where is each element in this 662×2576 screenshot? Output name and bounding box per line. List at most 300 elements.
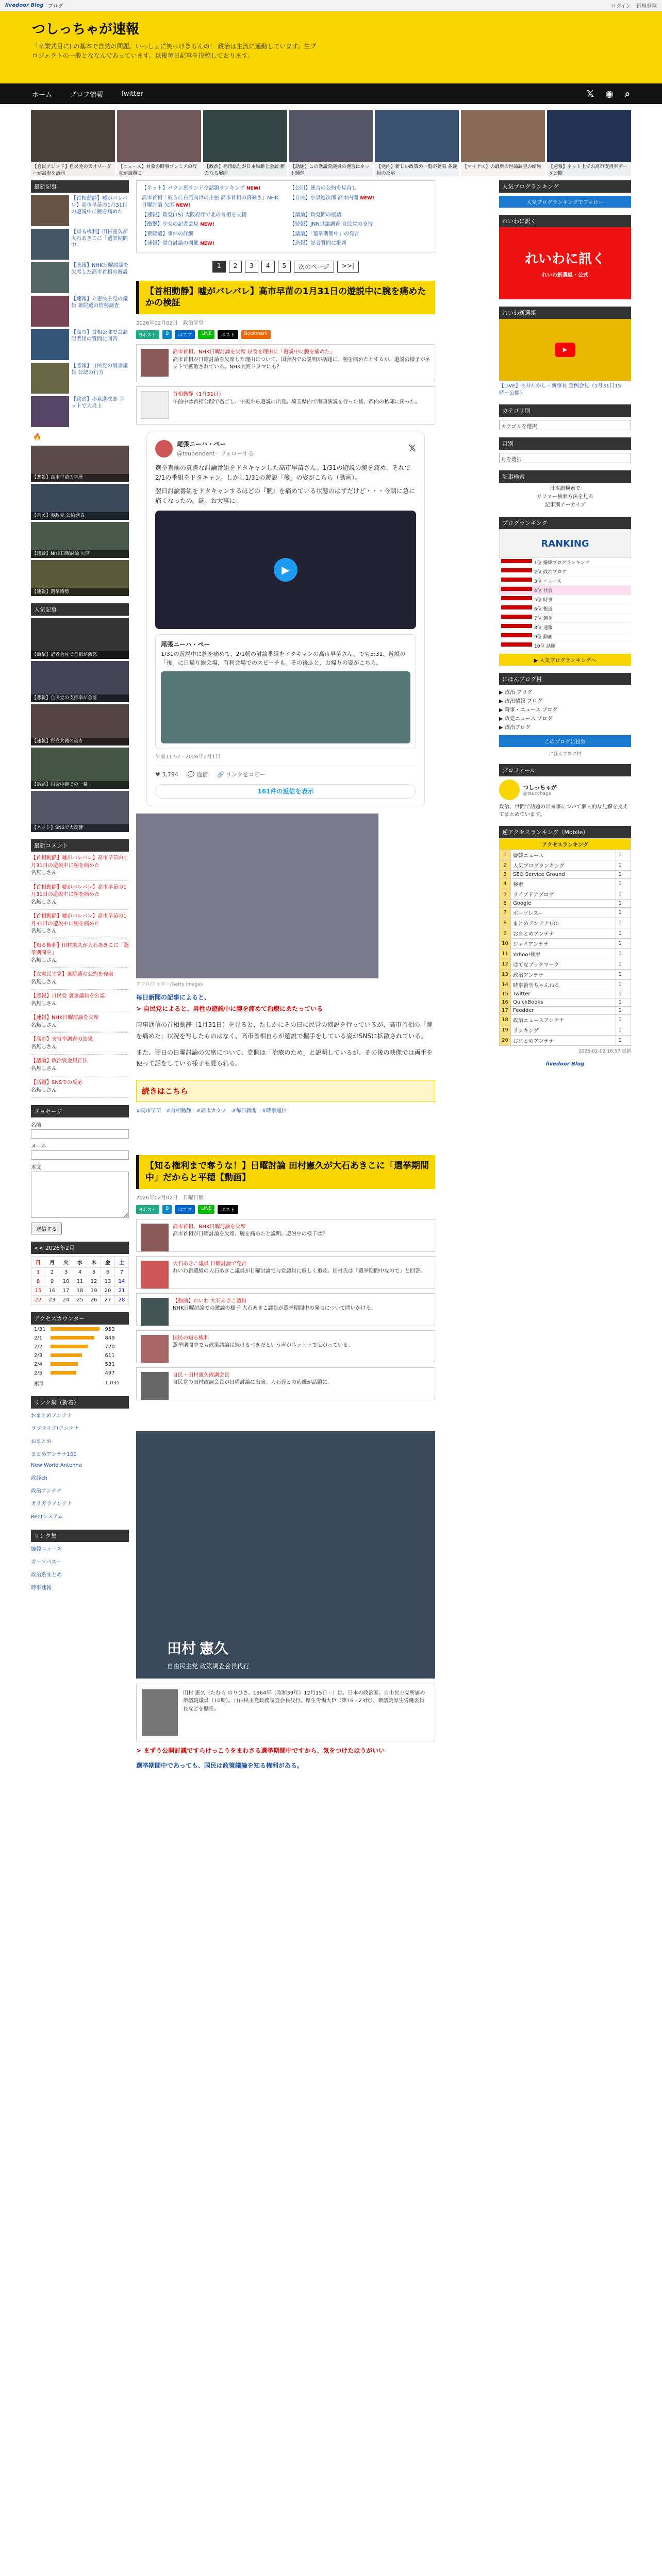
comment-article-link[interactable]: 【悲報】自民党 裏金議員を公認 — [31, 993, 105, 999]
share-button[interactable]: Bポスト — [136, 330, 159, 339]
day-cell[interactable]: 21 — [115, 1286, 129, 1296]
search-widget — [499, 470, 631, 510]
nameplate-subtitle: 自由民主党 政策調査会長代行 — [167, 1662, 250, 1670]
popular-thumb[interactable] — [31, 661, 129, 702]
mail-field[interactable] — [31, 1150, 129, 1160]
section-heading: にほんブログ村 — [499, 673, 631, 685]
featured-caption: 【マイナス】の最新の世論調査の結果 — [461, 162, 545, 176]
site-header — [0, 11, 662, 83]
search-link[interactable]: 日本語検索で — [550, 486, 581, 492]
day-cell[interactable]: 27 — [101, 1296, 115, 1305]
table-row[interactable]: 13 政治アンテナ 1 — [500, 970, 631, 980]
copy-link-button[interactable] — [217, 770, 266, 779]
play-icon[interactable]: ▶ — [555, 343, 575, 357]
thumb-item[interactable] — [31, 363, 129, 394]
section-heading: 記事検索 — [499, 470, 631, 483]
calendar-table — [31, 1256, 129, 1305]
reply-button[interactable] — [188, 770, 208, 779]
mail-label: メール — [31, 1144, 46, 1149]
list-link[interactable]: 【ネット】パラン恵ランド令話題ランキング — [142, 185, 245, 191]
comment-user: 名無しさん — [31, 899, 57, 905]
access-date: 2/3 — [34, 1353, 43, 1359]
table-row[interactable]: 14 時事新刊ちゃんねる 1 — [500, 980, 631, 990]
comment-article-link[interactable]: 【首相動静】嘘がバレバレ】高市早苗の1月31日の遊説中に腕を痛めた — [31, 913, 127, 927]
tag-link[interactable]: #時事通信 — [261, 1108, 287, 1114]
blogmura-link[interactable]: ▶ 政治ブログ — [499, 725, 531, 731]
comment-user: 名無しさん — [31, 957, 57, 963]
related-image — [141, 349, 169, 377]
page-link[interactable]: 4 — [261, 261, 275, 273]
section-heading: プログランキング — [499, 517, 631, 529]
ranking-row[interactable]: 3位 ニュース — [499, 577, 631, 586]
ranking-row[interactable]: 4位 社会 — [499, 586, 631, 595]
thumb-item[interactable] — [31, 396, 129, 427]
link-item[interactable]: ガーソバスー — [31, 1560, 61, 1565]
day-cell[interactable]: 11 — [73, 1277, 87, 1286]
table-row[interactable]: 9 おまとめアンテナ 1 — [500, 928, 631, 939]
comment-item[interactable] — [31, 1055, 129, 1076]
day-cell[interactable]: 15 — [31, 1286, 45, 1296]
latest-articles — [31, 180, 129, 596]
popular-caption: 【ネット】SNSで大反響 — [31, 824, 129, 832]
blogmura-link[interactable]: ▶ 時事・ニュース ブログ — [499, 707, 558, 713]
share-button[interactable]: はてブ — [175, 1205, 195, 1214]
tag-link[interactable]: #首相動静 — [166, 1108, 191, 1114]
last-page-link[interactable]: >>| — [337, 261, 359, 273]
day-cell[interactable]: 20 — [101, 1286, 115, 1296]
next-page-link[interactable]: 次のページ — [294, 261, 334, 273]
nav-twitter[interactable]: Twitter — [121, 90, 143, 98]
list-item[interactable]: 【速報】党首討論の開催 NEW! — [142, 241, 214, 246]
link-item[interactable]: おまとめ — [31, 1439, 52, 1445]
featured-card[interactable] — [289, 110, 373, 176]
featured-card[interactable] — [203, 110, 287, 176]
access-value: 1,035 — [105, 1380, 120, 1386]
related-title: 首相動静（1月31日） — [173, 392, 224, 398]
like-button[interactable] — [155, 770, 178, 779]
featured-card[interactable] — [547, 110, 631, 176]
thumb-title: 【悲報】自民党の裏金議員 公認の行方 — [71, 363, 128, 376]
day-cell[interactable]: 4 — [73, 1268, 87, 1277]
body-field[interactable] — [31, 1172, 129, 1218]
day-cell[interactable]: 28 — [115, 1296, 129, 1305]
nav-home[interactable]: ホーム — [32, 91, 53, 99]
profile-avatar[interactable] — [499, 779, 520, 800]
comment-item[interactable] — [31, 1011, 129, 1033]
table-row[interactable]: 6 Google 1 — [500, 900, 631, 908]
comment-article-link[interactable]: 【話題】SNSでの反応 — [31, 1080, 83, 1086]
link-item[interactable]: ラブライブ!アンテナ — [31, 1426, 79, 1432]
thumb-item[interactable] — [31, 262, 129, 293]
access-bar — [51, 1345, 88, 1348]
list-item[interactable] — [290, 212, 429, 219]
table-row[interactable]: 19 ランキング 1 — [500, 1025, 631, 1036]
article-meta: 2026年02月02日 政治学堂 — [136, 320, 204, 327]
blogmura-link[interactable]: ▶ 政党ニュース ブログ — [499, 716, 553, 722]
article-body — [136, 1745, 435, 1772]
rss-icon[interactable]: ◉ — [605, 88, 614, 99]
comment-article-link[interactable]: 【首相動静】嘘がバレバレ】高市早苗の1月31日の遊説中に腕を痛めた — [31, 884, 127, 897]
signup-link[interactable]: 新規登録 — [636, 4, 657, 9]
weekday: 土 — [115, 1257, 129, 1268]
related-title: 高市首相、NHK日曜討論を欠席 昼食を理由に「遊説中に腕を痛めた」 — [173, 349, 335, 355]
category-select[interactable]: カテゴリを選択 — [499, 420, 631, 430]
article-title[interactable]: 【首相動静】嘘がバレバレ】高市早苗の1月31日の遊説中に腕を痛めたかの検証 — [136, 281, 435, 315]
weekday: 火 — [59, 1257, 73, 1268]
main-nav — [0, 83, 662, 104]
list-item[interactable]: 高市首相「奴らに右派向けの主張 高市首相の真剣さ」NHK日曜討論 欠席 NEW! — [142, 195, 278, 208]
day-cell[interactable]: 1 — [31, 1268, 45, 1277]
day-cell[interactable]: 5 — [87, 1268, 101, 1277]
comment-article-link[interactable]: 【立憲民主党】衆院選の公約を発表 — [31, 972, 113, 977]
table-row[interactable]: 10 ジャイアンテナ 1 — [500, 939, 631, 949]
ranking-row[interactable]: 1位 嫌韓ブログランキング — [499, 558, 631, 567]
link-item[interactable]: まとめアンテナ100 — [31, 1452, 77, 1458]
featured-card[interactable] — [117, 110, 201, 176]
article-photo — [136, 814, 378, 978]
article-paragraph: 毎日新聞の記事によると、 — [136, 994, 211, 1002]
embedded-tweet[interactable] — [146, 432, 425, 806]
thumb-item[interactable] — [31, 195, 129, 226]
day-cell[interactable]: 8 — [31, 1277, 45, 1286]
thumb-item[interactable] — [31, 229, 129, 260]
livedoor-badge[interactable]: livedoor Blog — [545, 1061, 585, 1067]
list-item[interactable] — [142, 231, 282, 239]
link-item[interactable]: 政経ch — [31, 1476, 47, 1481]
thumb-item[interactable] — [31, 329, 129, 360]
blogmura-link[interactable]: ▶ 政治 ブログ — [499, 690, 533, 696]
thumb-title: 【高市】首相公邸で会談 記者団の質問に回答 — [71, 330, 128, 342]
share-button[interactable]: B — [162, 330, 172, 339]
list-link[interactable]: 高市首相「奴らに右派向けの主張 高市首相の真剣さ」NHK日曜討論 欠席 — [142, 195, 278, 208]
updated-timestamp: 2026-02-02 18:57 更新 — [578, 1049, 631, 1054]
search-icon[interactable]: ⌕ — [624, 88, 630, 99]
tag-list — [136, 1106, 435, 1114]
follow-ranking-button[interactable]: 人気ブログランキングでフォロー — [499, 196, 631, 208]
share-button[interactable]: Bookmark — [241, 330, 271, 339]
tag-link[interactable]: #高市カクソ — [196, 1108, 227, 1114]
comment-user: 名無しさん — [31, 1065, 57, 1072]
article-quote: > 自民党によると、男性の遊説中に腕を痛めて治療にあたっている — [136, 1005, 323, 1012]
quoted-tweet[interactable] — [155, 634, 416, 749]
day-cell[interactable]: 25 — [73, 1296, 87, 1305]
site-title[interactable]: つしっちゃが速報 — [32, 22, 140, 37]
profile-widget — [499, 764, 631, 819]
access-row — [32, 1343, 122, 1351]
popular-thumb[interactable] — [31, 618, 129, 659]
blog-menu-link[interactable]: ブログ — [47, 4, 63, 9]
tweet-text: 選挙直前の真書な討論番組をドタキャンした高市早苗さん。1/31の遊説の腕を痛め、それで2/1の番組をドタキャン。しかし1/31の遊説「後」の姿がこちら（動画）。 — [155, 464, 411, 481]
section-heading: 人気ブログランキング — [499, 180, 631, 193]
table-row[interactable]: 18 政治ニュースアンテナ 1 — [500, 1015, 631, 1025]
send-button[interactable]: 送信する — [31, 1223, 62, 1234]
popular-thumb[interactable] — [31, 791, 129, 832]
list-link[interactable]: 【衝撃】少女の記者会見 — [142, 222, 198, 227]
tweet-video[interactable] — [155, 511, 416, 629]
share-button[interactable]: ポスト — [218, 330, 238, 339]
link-item[interactable]: ガラガラアンテナ — [31, 1501, 72, 1507]
list-link[interactable]: 【議論】政党間の協議 — [290, 212, 341, 218]
share-button[interactable]: はてブ — [175, 330, 195, 339]
video-title[interactable]: 【LIVE】長井たかし・新事長 定例会見（1月31日15時〜公開） — [499, 383, 621, 396]
link-item[interactable]: 嫌韓ニュース — [31, 1547, 62, 1552]
comment-article-link[interactable]: 【速報】NHK日曜討論を欠席 — [31, 1015, 99, 1021]
list-link[interactable]: 【衆院選】事件の詳細 — [142, 231, 193, 237]
featured-card[interactable] — [375, 110, 459, 176]
day-cell[interactable]: 24 — [59, 1296, 73, 1305]
related-image — [141, 1372, 169, 1400]
access-bar — [51, 1362, 78, 1366]
day-cell[interactable]: 17 — [59, 1286, 73, 1296]
link-item[interactable]: おまとめアンテナ — [31, 1413, 72, 1419]
play-icon[interactable]: ▶ — [274, 558, 297, 582]
day-cell[interactable]: 9 — [45, 1277, 59, 1286]
related-title: 高市首相、NHK日曜討論を欠席 — [173, 1224, 246, 1230]
comment-user: 名無しさん — [31, 1087, 57, 1093]
list-link[interactable]: 【悲報】記者質問に批判 — [290, 241, 346, 246]
table-row[interactable]: 16 QuickBooks 1 — [500, 998, 631, 1007]
day-cell[interactable]: 14 — [115, 1277, 129, 1286]
featured-card[interactable] — [31, 110, 115, 176]
popular-thumb[interactable] — [31, 748, 129, 789]
day-cell[interactable]: 23 — [45, 1296, 59, 1305]
main-content — [136, 180, 435, 1776]
day-cell[interactable]: 2 — [45, 1268, 59, 1277]
list-link[interactable]: 【自民】小泉進次郎 高市内閣 — [290, 195, 359, 201]
page-link[interactable]: 5 — [278, 261, 291, 273]
search-link[interactable]: リファー検索方法を見る — [537, 494, 593, 500]
big-thumb-caption: 【悲報】高市早苗の学歴 — [31, 474, 129, 482]
list-link[interactable]: 【続報】JNN世論調査 自民党の支持 — [290, 222, 373, 227]
day-cell[interactable]: 22 — [31, 1296, 45, 1305]
name-field[interactable] — [31, 1129, 129, 1139]
site-description: 「卒業式目に) の基本で自然の問題。いっしょに笑っけきるんの！ 政治は主流に通勤しています。生プロジェクトの一般とななんであっています。以後毎日記事を投稿しております。 — [32, 43, 317, 59]
access-value: 952 — [105, 1327, 115, 1332]
search-link[interactable]: 記事別アーカイブ — [544, 502, 586, 508]
related-card[interactable] — [136, 1219, 435, 1252]
ranking-row[interactable]: 10位 話題 — [499, 641, 631, 651]
login-link[interactable]: ログイン — [610, 4, 631, 9]
big-thumb[interactable] — [31, 484, 129, 520]
page-link[interactable]: 2 — [229, 261, 242, 273]
day-cell[interactable]: 19 — [87, 1286, 101, 1296]
ranking-row[interactable]: 6位 報道 — [499, 604, 631, 614]
account-links — [611, 2, 657, 9]
table-row[interactable]: 17 Feedder 1 — [500, 1007, 631, 1015]
avatar[interactable] — [155, 440, 173, 457]
share-buttons — [136, 1205, 435, 1214]
article-quote: > まずう公開討議ですらけっこうをまわさる選挙期間中ですから、気をつけたはうがいい — [136, 1747, 385, 1754]
profile-photo — [142, 1689, 178, 1736]
comment-article-link[interactable]: 【首相動静】嘘がバレバレ】高市早苗の1月31日の遊説中に腕を痛めた — [31, 855, 127, 869]
day-cell[interactable]: 12 — [87, 1277, 101, 1286]
nav-profile[interactable]: プロフ情報 — [70, 91, 104, 99]
page-link[interactable]: 3 — [245, 261, 258, 273]
comment-article-link[interactable]: 【知る権利】田村憲久が大石あきこに「選挙期間中」 — [31, 942, 129, 956]
tweet-author[interactable]: 尾張ニーハ・ペー — [177, 440, 226, 448]
comment-item[interactable] — [31, 910, 129, 939]
blogmura-link[interactable]: ▶ 政治情報 ブログ — [499, 699, 543, 704]
reply-icon: 💬 — [187, 771, 195, 778]
related-body: NHK日曜討論での激論の様子 大石あきこ議員が選挙期間中の発言について問いかける。 — [173, 1306, 376, 1312]
page-link[interactable]: 1 — [212, 261, 226, 273]
tag-link[interactable]: #高市早苗 — [136, 1108, 161, 1114]
tweet-handle[interactable]: @tsubendent · フォローする — [177, 450, 254, 457]
comment-article-link[interactable]: 【議論】政治資金規正法 — [31, 1058, 88, 1064]
ranking-row[interactable]: 2位 政治ブログ — [499, 567, 631, 577]
list-item[interactable]: 【自民】小泉進次郎 高市内閣 NEW! — [290, 195, 375, 201]
share-button[interactable]: LINE — [198, 330, 214, 339]
reiwa-banner[interactable] — [499, 227, 631, 299]
related-card[interactable] — [136, 1367, 435, 1400]
table-row[interactable]: 8 まとめアンテナ100 1 — [500, 918, 631, 928]
link-item[interactable]: 政治系まとめ — [31, 1572, 62, 1578]
profile-text: 田村 憲久（たむら のりひさ、1964年（昭和39年）12月15日 - ）は、日本の政治家。自由民主党所属の衆議院議員（10期）。自由民主党政務調査会長代行。厚生労働大臣（第16・23代）、衆議院厚生労働委員長などを歴任。 — [183, 1690, 425, 1712]
section-heading: 逆アクセスランキング（Mobile） — [499, 826, 631, 838]
section-heading: リンク集 — [31, 1530, 129, 1542]
big-thumb-caption: 【速報】選挙情勢 — [31, 588, 129, 596]
list-item[interactable]: 【ネット】パラン恵ランド令話題ランキング NEW! — [142, 185, 261, 191]
related-card[interactable] — [136, 1293, 435, 1326]
weekday: 金 — [101, 1257, 115, 1268]
calendar-heading[interactable]: << 2026年2月 — [31, 1242, 129, 1254]
comment-item[interactable] — [31, 1076, 129, 1098]
big-thumb[interactable] — [31, 446, 129, 482]
access-bar — [51, 1371, 76, 1375]
comment-item[interactable] — [31, 881, 129, 910]
day-cell[interactable]: 26 — [87, 1296, 101, 1305]
continue-reading-link[interactable]: 続きはこちら — [136, 1080, 435, 1102]
comment-item[interactable] — [31, 990, 129, 1011]
nav-icons — [587, 89, 630, 99]
archive-select[interactable]: 月を選択 — [499, 453, 631, 463]
link-item[interactable]: 政治アンテナ — [31, 1488, 62, 1494]
comment-item[interactable] — [31, 939, 129, 969]
list-item[interactable] — [290, 185, 429, 193]
related-card[interactable] — [136, 1256, 435, 1289]
table-row[interactable]: 7 ポーソレスー 1 — [500, 908, 631, 918]
list-link[interactable]: 【速報】党首討論の開催 — [142, 241, 198, 246]
archive-widget — [499, 437, 631, 463]
link-item[interactable]: Rentシステム — [31, 1514, 63, 1520]
article-paragraph: また、翌日の日曜討論の欠席について、党側は「治療のため」と説明しているが、その後の映像では両手を使って話をしている様子も見られる。 — [136, 1048, 433, 1067]
quote-author: 尾張ニーハ・ペー — [161, 641, 210, 649]
ranking-banner[interactable]: RANKING — [499, 529, 631, 558]
recent-comments — [31, 839, 129, 1098]
list-link[interactable]: 【公明】連合の公約を見直し — [290, 185, 357, 191]
comment-user: 名無しさん — [31, 928, 57, 934]
table-row[interactable]: 12 はてなブックマーク 1 — [500, 959, 631, 970]
access-date: 2/2 — [34, 1344, 43, 1350]
day-cell[interactable]: 13 — [101, 1277, 115, 1286]
table-row[interactable]: 20 おまとめアンテナ 1 — [500, 1036, 631, 1046]
related-card[interactable] — [136, 386, 435, 425]
table-row[interactable]: 3 SEO Service Ground 1 — [500, 871, 631, 879]
content-wrap — [0, 180, 662, 1776]
related-card[interactable] — [136, 344, 435, 382]
big-thumb[interactable] — [31, 560, 129, 596]
right-sidebar — [499, 180, 631, 1776]
article-photo — [136, 1431, 435, 1679]
share-buttons — [136, 330, 435, 339]
livedoor-logo[interactable]: livedoor Blog — [5, 3, 44, 8]
comment-item[interactable] — [31, 852, 129, 881]
blogmura-caption: にほんブログ村 — [549, 752, 582, 757]
article-body — [136, 992, 435, 1070]
day-cell[interactable]: 18 — [73, 1286, 87, 1296]
day-cell[interactable]: 10 — [59, 1277, 73, 1286]
link-item[interactable]: New World Antenna — [31, 1463, 82, 1468]
ranking-row[interactable]: 8位 速報 — [499, 623, 631, 632]
list-item[interactable] — [290, 240, 429, 248]
table-row[interactable]: 5 ライブドアブログ 1 — [500, 889, 631, 900]
day-cell[interactable]: 6 — [101, 1268, 115, 1277]
video-thumbnail[interactable] — [499, 319, 631, 381]
list-item[interactable] — [142, 212, 282, 219]
featured-card[interactable] — [461, 110, 545, 176]
table-row[interactable]: 1 嫌韓ニュース 1 — [500, 850, 631, 860]
share-button[interactable]: B — [162, 1205, 172, 1214]
ranking-link[interactable]: ▶ 人気ブログランキングへ — [499, 654, 631, 666]
list-link[interactable]: 【速報】政党(TS) 大阪府庁で北の首相を支援 — [142, 212, 247, 218]
day-cell[interactable]: 16 — [45, 1286, 59, 1296]
article-title[interactable]: 【知る権利まで奪うな！】日曜討論 田村憲久が大石あきこに「選挙期間中」だからと平穏【動画】 — [136, 1155, 435, 1189]
popular-thumb[interactable] — [31, 704, 129, 745]
share-button[interactable]: ポスト — [218, 1205, 238, 1214]
thumb-item[interactable] — [31, 296, 129, 327]
ranking-row[interactable]: 7位 選挙 — [499, 614, 631, 623]
profile-name[interactable]: つしっちゃが — [523, 784, 557, 791]
tweet-time[interactable]: 午前11:57 · 2026年2月1日 — [155, 754, 221, 760]
popular-articles — [31, 603, 129, 832]
table-row[interactable]: 4 検索 1 — [500, 879, 631, 889]
table-row[interactable]: 15 Twitter 1 — [500, 990, 631, 998]
article-paragraph: 選挙期間中であっても、国民は政策議論を知る権利がある。 — [136, 1762, 303, 1770]
table-row[interactable]: 2 人気ブログランキング 1 — [500, 860, 631, 871]
calendar — [31, 1242, 129, 1305]
read-replies-button[interactable]: 161件の返信を表示 — [155, 784, 416, 799]
related-card[interactable] — [136, 1330, 435, 1363]
list-item[interactable]: 【衝撃】少女の記者会見 NEW! — [142, 222, 214, 227]
x-logo-icon[interactable]: 𝕏 — [408, 443, 416, 454]
vote-button[interactable]: このブログに投票 — [499, 735, 631, 747]
day-cell[interactable]: 3 — [59, 1268, 73, 1277]
list-item[interactable] — [290, 221, 429, 229]
comment-article-link[interactable]: 【高市】支持率調査の結果 — [31, 1037, 93, 1042]
comment-item[interactable] — [31, 968, 129, 990]
tweet-actions — [155, 766, 416, 779]
tag-link[interactable]: #毎日新聞 — [231, 1108, 257, 1114]
share-button[interactable]: Bポスト — [136, 1205, 159, 1214]
comment-item[interactable] — [31, 1033, 129, 1055]
access-value: 497 — [105, 1370, 115, 1376]
featured-caption: 【話題】この衆議院議員の発言にネット騒然 — [289, 162, 373, 176]
link-item[interactable]: 時事速報 — [31, 1585, 52, 1591]
list-item[interactable] — [290, 231, 429, 239]
access-date: 2/4 — [34, 1362, 43, 1367]
big-thumb[interactable] — [31, 522, 129, 558]
share-button[interactable]: LINE — [198, 1205, 214, 1214]
list-link[interactable]: 【議論】「選挙期間中」の発言 — [290, 231, 359, 237]
day-cell[interactable]: 7 — [115, 1268, 129, 1277]
access-row — [32, 1352, 122, 1360]
ranking-row[interactable]: 5位 時事 — [499, 595, 631, 604]
x-icon[interactable]: 𝕏 — [586, 88, 594, 99]
ranking-row[interactable]: 9位 動画 — [499, 632, 631, 641]
table-row[interactable]: 11 Yahoo!検索 1 — [500, 949, 631, 959]
section-heading: メッセージ — [31, 1105, 129, 1117]
access-row — [32, 1334, 122, 1342]
